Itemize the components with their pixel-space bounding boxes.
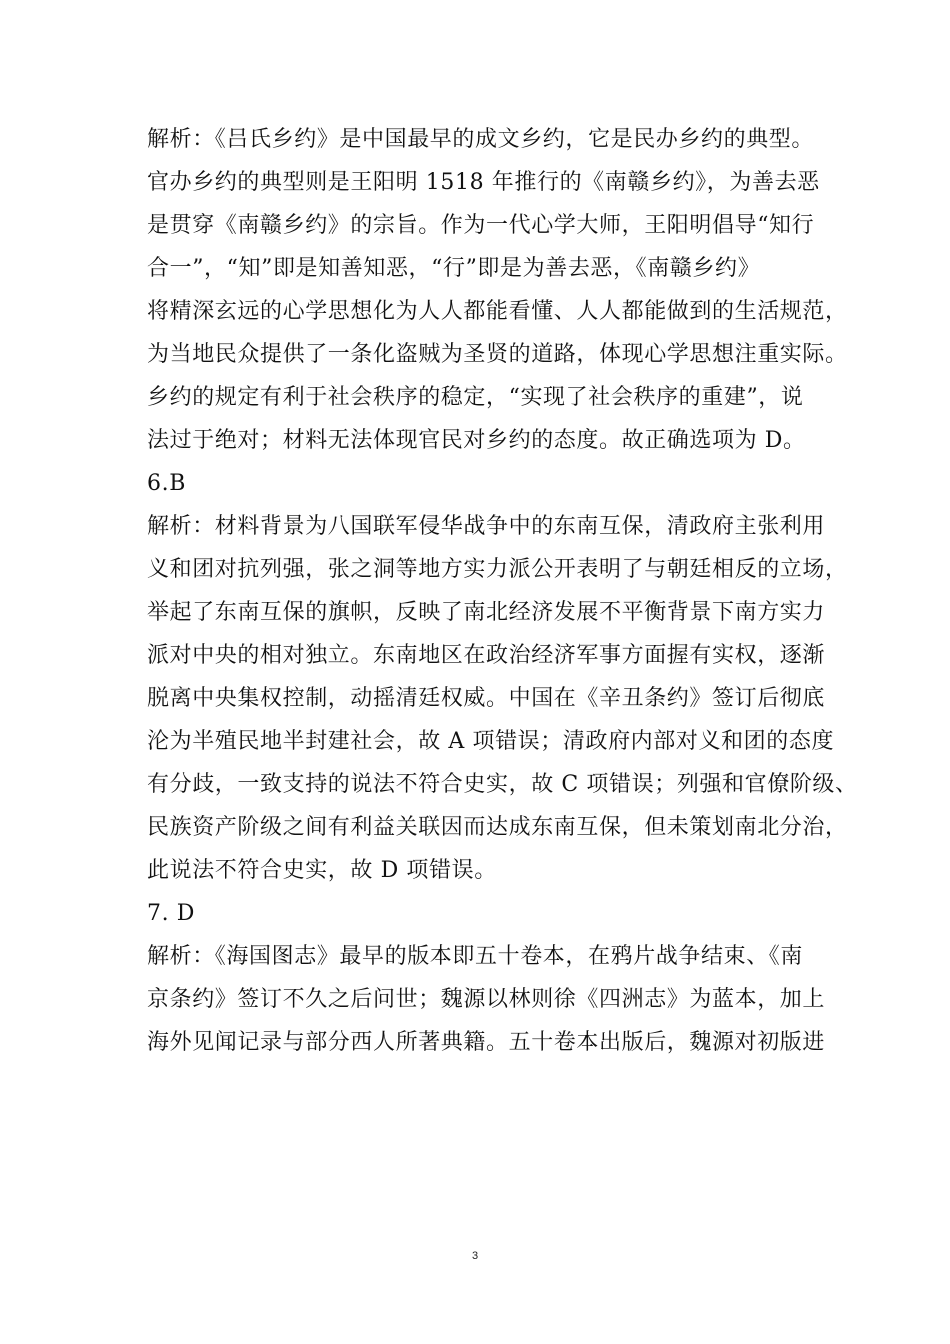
- text-line: 乡约的规定有利于社会秩序的稳定，“实现了社会秩序的重建”，说: [147, 385, 804, 410]
- text-line: 举起了东南互保的旗帜，反映了南北经济发展不平衡背景下南方实力: [147, 600, 826, 625]
- text-line: 海外见闻记录与部分西人所著典籍。五十卷本出版后，魏源对初版进: [147, 1030, 826, 1055]
- text-line: 解析：《吕氏乡约》是中国最早的成文乡约，它是民办乡约的典型。: [147, 127, 815, 152]
- text-line: 义和团对抗列强，张之洞等地方实力派公开表明了与朝廷相反的立场，: [147, 557, 848, 582]
- text-line: 脱离中央集权控制，动摇清廷权威。中国在《辛丑条约》签订后彻底: [147, 686, 826, 711]
- text-line: 有分歧，一致支持的说法不符合史实，故 C 项错误；列强和官僚阶级、: [147, 772, 858, 797]
- text-line: 法过于绝对；材料无法体现官民对乡约的态度。故正确选项为 D。: [147, 428, 806, 453]
- text-line: 为当地民众提供了一条化盗贼为圣贤的道路，体现心学思想注重实际。: [147, 342, 848, 367]
- text-line: 解析：材料背景为八国联军侵华战争中的东南互保，清政府主张利用: [147, 514, 826, 539]
- text-line: 京条约》签订不久之后问世；魏源以林则徐《四洲志》为蓝本，加上: [147, 987, 826, 1012]
- body-text: [147, 118, 858, 1064]
- text-line: 此说法不符合史实，故 D 项错误。: [147, 858, 497, 883]
- text-line: 派对中央的相对独立。东南地区在政治经济军事方面握有实权，逐渐: [147, 643, 826, 668]
- text-line: 是贯穿《南赣乡约》的宗旨。作为一代心学大师，王阳明倡导“知行: [147, 213, 815, 238]
- answer-heading: 7. D: [147, 901, 196, 926]
- text-line: 解析：《海国图志》最早的版本即五十卷本，在鸦片战争结束、《南: [147, 944, 804, 969]
- text-line: 沦为半殖民地半封建社会，故 A 项错误；清政府内部对义和团的态度: [147, 729, 835, 754]
- text-line: 民族资产阶级之间有利益关联因而达成东南互保，但未策划南北分治，: [147, 815, 848, 840]
- text-line: 官办乡约的典型则是王阳明 1518 年推行的《南赣乡约》，为善去恶: [147, 170, 820, 195]
- text-line: 合一”，“知”即是知善知恶，“行”即是为善去恶，《南赣乡约》: [147, 256, 761, 281]
- page-number: 3: [471, 1250, 479, 1262]
- text-line: 将精深玄远的心学思想化为人人都能看懂、人人都能做到的生活规范，: [147, 299, 848, 324]
- answer-heading: 6.B: [147, 471, 186, 496]
